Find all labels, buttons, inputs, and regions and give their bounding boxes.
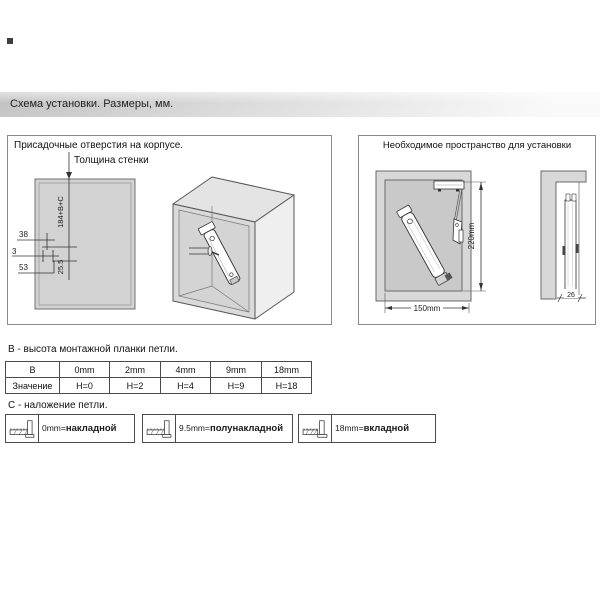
- overlay-full-icon: [6, 415, 39, 442]
- table-header-18mm: 18mm: [262, 362, 312, 378]
- overlay-option-label: [39, 423, 116, 434]
- table-value-h2: H=2: [110, 378, 161, 394]
- table-value-h18: H=18: [262, 378, 312, 394]
- overlay-option-label: [332, 423, 409, 434]
- table-value-h9: H=9: [211, 378, 262, 394]
- dim-label-25-5: 25.5: [56, 259, 65, 275]
- table-b-caption: В - высота монтажной планки петли.: [8, 344, 178, 355]
- mounting-plate-table: [5, 361, 312, 394]
- overlay-inset-icon: [299, 415, 332, 442]
- section-header: [0, 92, 600, 117]
- dim-label-38: 38: [19, 230, 28, 239]
- left-panel-title: Присадочные отверстия на корпусе.: [14, 140, 184, 151]
- side-panel-front-view: [35, 179, 135, 309]
- table-value-h4: H=4: [161, 378, 211, 394]
- link-plate: [453, 219, 463, 244]
- table-value-h0: H=0: [60, 378, 110, 394]
- installation-space-diagram: [359, 136, 595, 324]
- wall-thickness-label: Толщина стенки: [74, 155, 149, 166]
- dim-label-3: 3: [12, 247, 17, 256]
- down-arrow-icon: [66, 172, 72, 179]
- table-header-2mm: 2mm: [110, 362, 161, 378]
- right-panel-title: Необходимое пространство для установки: [382, 140, 572, 151]
- installation-space-panel: [358, 135, 596, 325]
- overlay-option-half: [142, 414, 293, 443]
- overlay-option-inset: [298, 414, 436, 443]
- table-row: [6, 378, 312, 394]
- drilling-holes-panel: [7, 135, 332, 325]
- overlay-option-label: [176, 423, 283, 434]
- overlay-name: накладной: [65, 423, 117, 434]
- dim-label-220mm: 220mm: [467, 222, 476, 250]
- table-header-b: В: [6, 362, 60, 378]
- overlay-value: 0mm=: [42, 423, 66, 433]
- dim-label-53: 53: [19, 263, 28, 272]
- section-c-caption: С - наложение петли.: [8, 400, 108, 411]
- dim-label-150mm: 150mm: [413, 304, 441, 313]
- table-header-0mm: 0mm: [60, 362, 110, 378]
- overlay-half-icon: [143, 415, 176, 442]
- page-corner-mark: [7, 38, 13, 44]
- table-row-label: Значение: [6, 378, 60, 394]
- table-header-4mm: 4mm: [161, 362, 211, 378]
- table-header-9mm: 9mm: [211, 362, 262, 378]
- overlay-name: вкладной: [363, 423, 410, 434]
- dim-label-vertical-formula: 184+B+C: [56, 196, 65, 228]
- overlay-value: 9.5mm=: [179, 423, 210, 433]
- dim-label-26: 26: [567, 292, 575, 299]
- overlay-name: полунакладной: [209, 423, 284, 434]
- drilling-diagram: [8, 136, 331, 324]
- overlay-option-full: [5, 414, 135, 443]
- table-row: [6, 362, 312, 378]
- folded-mechanism: [563, 194, 579, 290]
- section-header-title: Схема установки. Размеры, мм.: [10, 98, 174, 110]
- overlay-value: 18mm=: [335, 423, 364, 433]
